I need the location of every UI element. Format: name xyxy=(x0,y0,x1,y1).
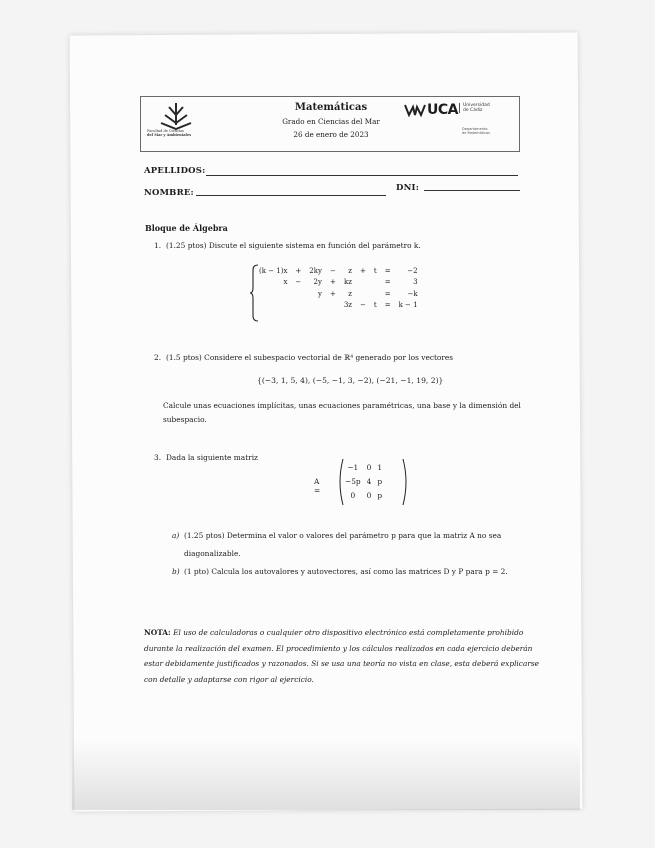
generator-vectors: {(−3, 1, 5, 4), (−5, −1, 3, −2), (−21, −1, 19, 2)} xyxy=(257,376,444,385)
university-name: Universidad de Cádiz xyxy=(459,103,490,113)
matrix-cell: 1 xyxy=(377,462,383,472)
problem-3: 3. Dada la siguiente matriz xyxy=(154,453,258,462)
matrix-cell: −5p xyxy=(345,476,361,486)
faculty-caption: Facultad de Ciencias del Mar y Ambientales xyxy=(147,129,192,137)
exam-header xyxy=(140,96,520,152)
matrix-lhs: A = xyxy=(314,477,321,495)
crown-icon xyxy=(403,103,427,117)
exam-date: 26 de enero de 2023 xyxy=(293,130,369,139)
exam-note xyxy=(144,625,544,687)
equation-row: y + z = −k xyxy=(317,289,418,298)
equation-row: (k − 1)x + 2ky − z + t = −2 xyxy=(259,266,418,275)
problem-1: 1. (1.25 ptos) Discute el siguiente sistema en función del parámetro k. xyxy=(154,241,421,250)
matrix-cell: 0 xyxy=(366,462,372,472)
problem-3a: a) (1.25 ptos) Determina el valor o valores del parámetro p para que la matriz A no sea xyxy=(172,531,502,540)
department-name: Departamento de Matemáticas xyxy=(462,127,490,135)
uca-logo-text: UCA xyxy=(427,102,458,118)
equation-row: x − 2y + kz = 3 xyxy=(283,278,418,287)
equation-system xyxy=(255,265,422,311)
problem-2-instructions: Calcule unas ecuaciones implícitas, unas ecuaciones paramétricas, una base y la dimensión del subespacio. xyxy=(163,401,521,424)
equation-row: 3z − t = k − 1 xyxy=(343,301,418,310)
university-logo xyxy=(403,101,515,145)
dni-label: DNI: xyxy=(396,183,420,193)
apellidos-line[interactable] xyxy=(206,175,518,176)
matrix-cell: 0 xyxy=(366,490,372,500)
matrix-cell: −1 xyxy=(347,462,359,472)
faculty-logo-icon xyxy=(151,101,201,147)
note-label: NOTA: xyxy=(144,628,171,637)
problem-2: 2. (1.5 ptos) Considere el subespacio vectorial de ℝ⁴ generado por los vectores xyxy=(154,353,454,362)
nombre-label: NOMBRE: xyxy=(144,188,194,198)
header-titles xyxy=(231,101,431,139)
right-paren-icon xyxy=(402,458,410,506)
matrix-cell: p xyxy=(377,476,383,486)
section-title: Bloque de Álgebra xyxy=(145,223,228,233)
problem-3a-continued: diagonalizable. xyxy=(184,549,241,558)
problem-2-text: (1.5 ptos) Considere el subespacio vectorial de ℝ⁴ generado por los vectores xyxy=(166,353,454,362)
matrix-cell: p xyxy=(377,490,383,500)
problem-3b: b) (1 pto) Calcula los autovalores y autovectores, así como las matrices D y P para p = 2. xyxy=(172,567,508,576)
problem-1-text: (1.25 ptos) Discute el siguiente sistema en función del parámetro k. xyxy=(166,241,421,250)
dni-line[interactable] xyxy=(424,190,520,191)
matrix-cell: 4 xyxy=(366,476,372,486)
problem-3-text: Dada la siguiente matriz xyxy=(166,453,258,462)
note-text: El uso de calculadoras o cualquier otro dispositivo electrónico está completamente prohibido durante la realización del examen. El procedimiento y los cálculos realizados en cada ejercicio deberán estar debidamente justificados y razonados. Si se usa una teoría no vista en clase, esta deberá explicarse con detalle y adaptarse con rigor al ejercicio. xyxy=(144,628,540,684)
nombre-line[interactable] xyxy=(196,195,386,196)
degree-name: Grado en Ciencias del Mar xyxy=(282,117,380,126)
paper-shadow xyxy=(72,740,580,810)
subject-title: Matemáticas xyxy=(294,102,368,113)
matrix-cell: 0 xyxy=(350,490,356,500)
apellidos-label: APELLIDOS: xyxy=(144,166,206,176)
